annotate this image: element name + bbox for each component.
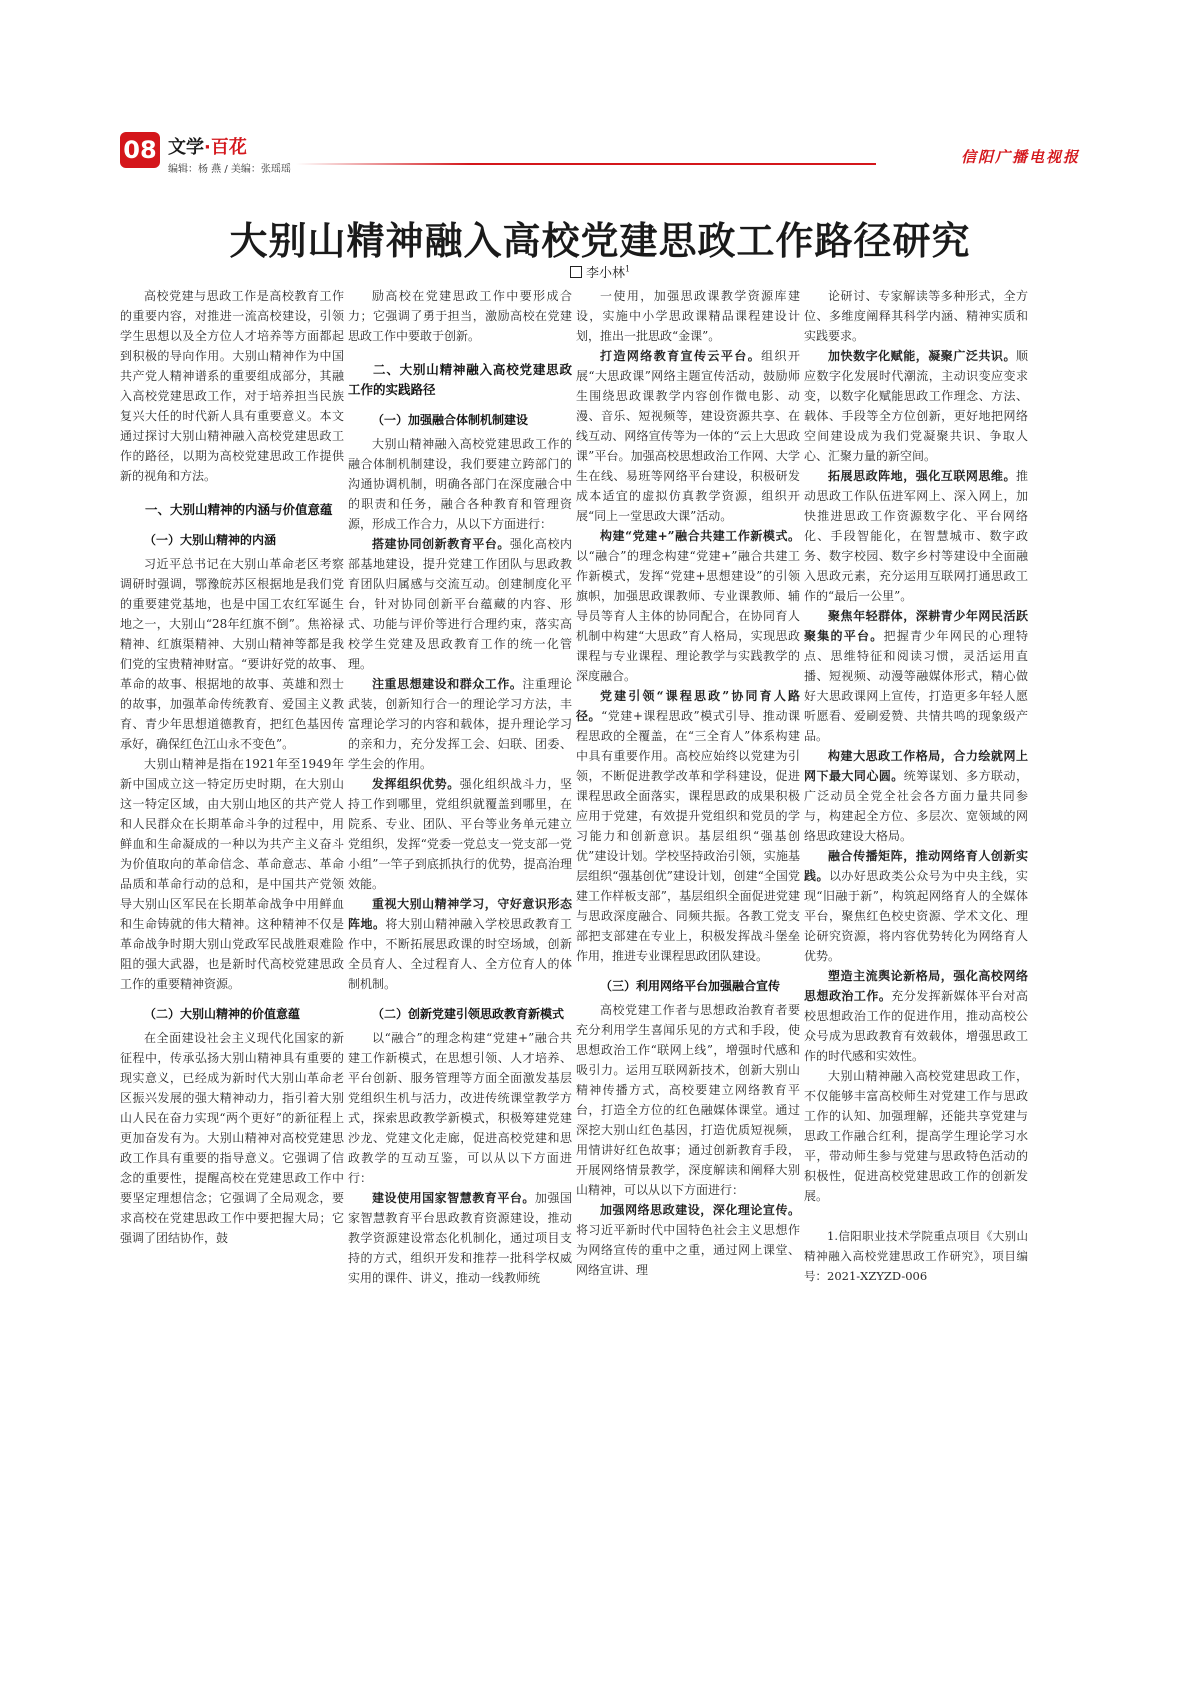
paragraph-body: 强化高校内部基地建设，提升党建工作团队与思政教育团队归属感与交流互动。创建制度化平台，针对协同创新平台蕴藏的内容、形式、功能与评价等进行合理约束，落实高校学生党建及思政教育工作的统一化管理。	[348, 537, 572, 671]
paragraph	[804, 846, 1028, 966]
column-3	[576, 286, 800, 1621]
byline	[120, 262, 1080, 281]
paragraph: 大别山精神融入高校党建思政工作的融合体制机制建设，我们要建立跨部门的沟通协调机制，明确各部门在深度融合中的职责和任务，融合各种教育和管理资源，形成工作合力，从以下方面进行：	[348, 437, 572, 531]
paragraph-body: 充分发挥新媒体平台对高校思想政治工作的促进作用，推动高校公众号成为思政教育有效载体，增强思政工作的时代感和实效性。	[804, 989, 1028, 1063]
footnote-text: 1.信阳职业技术学院重点项目《大别山精神融入高校党建思政工作研究》，项目编号：2021-XZYZD-006	[804, 1229, 1028, 1283]
paragraph-body: 顺应数字化发展时代潮流，主动识变应变求变，以数字化赋能思政工作理念、方法、载体、手段等全方位创新，更好地把网络空间建设成为我们党凝聚共识、争取人心、汇聚力量的新空间。	[804, 349, 1028, 463]
paragraph-body: 以办好思政类公众号为中央主线，实现“旧融于新”，构筑起网络育人的全媒体平台，聚焦红色校史资源、学术文化、理论研究资源，将内容优势转化为网络育人优势。	[804, 869, 1028, 963]
page-number: 08	[120, 132, 160, 168]
section-accent: 百花	[210, 137, 247, 158]
paragraph-lead: 发挥组织优势。	[372, 777, 460, 791]
paragraph	[804, 966, 1028, 1066]
paragraph	[348, 674, 572, 774]
subsection-heading: （二）创新党建引领思政教育新模式	[372, 1007, 565, 1021]
paragraph: 大别山精神融入高校党建思政工作，不仅能够丰富高校师生对党建工作与思政工作的认知、加强理解，还能共享党建与思政工作融合红利，提高学生理论学习水平，带动师生参与党建与思政特色活动的积极性，促进高校党建思政工作的创新发展。	[804, 1069, 1028, 1203]
byline-box-icon	[570, 266, 582, 278]
paragraph	[348, 1188, 572, 1288]
paragraph: 高校党建工作者与思想政治教育者要充分利用学生喜闻乐见的方式和手段，使思想政治工作“联网上线”，增强时代感和吸引力。运用互联网新技术，创新大别山精神传播方式，高校要建立网络教育平台，打造全方位的红色融媒体课堂。通过深挖大别山红色基因，打造优质短视频，用情讲好红色故事；通过创新教育手段，开展网络情景教学，深度解读和阐释大别山精神，可以从以下方面进行：	[576, 1003, 800, 1197]
header-rule	[296, 163, 876, 165]
paragraph: 以“融合”的理念构建“党建+”融合共建工作新模式，在思想引领、人才培养、平台创新、服务管理等方面全面激发基层党组织生机与活力，改进传统课堂教学方式，探索思政教学新模式，积极筹建党建沙龙、党建文化走廊，促进高校党建和思政教学的互动互鉴，可以从以下方面进行：	[348, 1031, 572, 1185]
paragraph-body: 强化组织战斗力，坚持工作到哪里，党组织就覆盖到哪里，在院系、专业、团队、平台等业务单元建立党组织，发挥“党委一党总支一党支部一党小组”一竿子到底抓执行的优势，提高治理效能。	[348, 777, 572, 891]
column-1	[120, 286, 344, 1621]
section-dot: ·	[204, 137, 211, 158]
paragraph	[804, 466, 1028, 606]
paragraph-lead: 塑造主流舆论新格局，强化高校网络思想政治工作。	[804, 969, 1028, 1003]
section-prefix: 文学	[168, 137, 204, 158]
subsection-heading: （三）利用网络平台加强融合宣传	[600, 979, 781, 993]
section-heading: 一、大别山精神的内涵与价值意蕴	[145, 502, 333, 517]
paragraph-lead: 构建“党建+”融合共建工作新模式。	[600, 529, 800, 543]
paragraph-lead: 注重思想建设和群众工作。	[372, 677, 523, 691]
paragraph-lead: 党建引领“课程思政”协同育人路径。	[576, 689, 800, 723]
newspaper-name: 信阳广播电视报	[960, 148, 1080, 166]
paragraph-body: 将习近平新时代中国特色社会主义思想作为网络宣传的重中之重，通过网上课堂、网络宣讲、理	[576, 1223, 800, 1277]
paragraph-body: 组织开展“大思政课”网络主题宣传活动，鼓励师生围绕思政课教学内容创作微电影、动漫、音乐、短视频等，建设资源共享、在线互动、网络宣传等为一体的“云上大思政课”平台。加强高校思想政治工作网、大学生在线、易班等网络平台建设，积极研发成本适宜的虚拟仿真教学资源，组织开展“同上一堂思政大课”活动。	[576, 349, 800, 523]
paragraph	[576, 526, 800, 686]
paragraph-lead: 加强网络思政建设，深化理论宣传。	[600, 1203, 800, 1217]
column-4	[804, 286, 1028, 1621]
paragraph-body: 注重理论武装，创新知行合一的理论学习方法，丰富理论学习的内容和载体，提升理论学习的亲和力，充分发挥工会、妇联、团委、学生会的作用。	[348, 677, 572, 771]
paragraph-lead: 建设使用国家智慧教育平台。	[372, 1191, 535, 1205]
author-name: 李小林	[585, 266, 625, 281]
article-title: 大别山精神融入高校党建思政工作路径研究	[229, 219, 971, 263]
paragraph: 励高校在党建思政工作中要形成合力；它强调了勇于担当，激励高校在党建思政工作中要敢于创新。	[348, 289, 572, 343]
section-heading: 二、大别山精神融入高校党建思政工作的实践路径	[348, 362, 572, 397]
subsection-heading: （二）大别山精神的价值意蕴	[144, 1007, 301, 1021]
paragraph	[576, 346, 800, 526]
paragraph-body: 以“融合”的理念构建“党建+”融合共建工作新模式，发挥“党建+思想建设”的引领旗帜，加强思政课教师、专业课教师、辅导员等育人主体的协同配合，在协同育人机制中构建“大思政”育人格局，实现思政课程与专业课程、理论教学与实践教学的深度融合。	[576, 549, 800, 683]
paragraph	[576, 686, 800, 966]
paragraph-lead: 打造网络教育宣传云平台。	[600, 349, 762, 363]
subsection-heading: （一）加强融合体制机制建设	[372, 413, 529, 427]
footnote	[804, 1226, 1028, 1286]
paragraph: 高校党建与思政工作是高校教育工作的重要内容，对推进一流高校建设，引领学生思想以及全方位人才培养等方面都起到积极的导向作用。大别山精神作为中国共产党人精神谱系的重要组成部分，其融入高校党建思政工作，对于培养担当民族复兴大任的时代新人具有重要意义。本文通过探讨大别山精神融入高校党建思政工作的路径，以期为高校党建思政工作提供新的视角和方法。	[120, 289, 344, 483]
paragraph: 一使用，加强思政课教学资源库建设，实施中小学思政课精品课程建设计划，推出一批思政“金课”。	[576, 289, 800, 343]
paragraph: 论研讨、专家解读等多种形式，全方位、多维度阐释其科学内涵、精神实质和实践要求。	[804, 289, 1028, 343]
paragraph	[348, 894, 572, 994]
paragraph	[804, 346, 1028, 466]
paragraph-lead: 重视大别山精神学习，守好意识形态阵地。	[348, 897, 572, 931]
paragraph-body: 加强国家智慧教育平台思政教育资源建设，推动教学资源建设常态化机制化，通过项目支持的方式，组织开发和推荐一批科学权威实用的课件、讲义，推动一线教师统	[348, 1191, 572, 1285]
paragraph-body: 把握青少年网民的心理特点、思维特征和阅读习惯，灵活运用直播、短视频、动漫等融媒体形式，精心做好大思政课网上宣传，打造更多年轻人愿听愿看、爱刷爱赞、共情共鸣的现象级产品。	[804, 629, 1028, 743]
editor-credits: 编辑：杨 燕 / 美编：张瑶瑶	[168, 164, 291, 175]
paragraph-body: 统筹谋划、多方联动，广泛动员全党全社会各方面力量共同参与，构建起全方位、多层次、宽领域的网络思政建设大格局。	[804, 769, 1028, 843]
paragraph	[804, 606, 1028, 746]
subsection-heading: （一）大别山精神的内涵	[144, 533, 277, 547]
paragraph-lead: 构建大思政工作格局，合力绘就网上网下最大同心圆。	[804, 749, 1028, 783]
section-title	[168, 133, 247, 159]
paragraph-lead: 加快数字化赋能，凝聚广泛共识。	[828, 349, 1016, 363]
paragraph	[804, 746, 1028, 846]
paragraph-body: 将大别山精神融入学校思政教育工作中，不断拓展思政课的时空场域，创新全员育人、全过程育人、全方位育人的体制机制。	[348, 917, 572, 991]
paragraph-lead: 融合传播矩阵，推动网络育人创新实践。	[804, 849, 1028, 883]
column-2	[348, 286, 572, 1621]
paragraph-lead: 拓展思政阵地，强化互联网思维。	[828, 469, 1016, 483]
paragraph: 在全面建设社会主义现代化国家的新征程中，传承弘扬大别山精神具有重要的现实意义，已经成为新时代大别山革命老区振兴发展的强大精神动力，指引着大别山人民在奋力实现“两个更好”的新征程上更加奋发有为。大别山精神对高校党建思政工作具有重要的指导意义。它强调了信念的重要性，提醒高校在党建思政工作中要坚定理想信念；它强调了全局观念，要求高校在党建思政工作中要把握大局；它强调了团结协作，鼓	[120, 1031, 344, 1245]
paragraph-body: “党建+课程思政”模式引导、推动课程思政的全覆盖，在“三全育人”体系构建中具有重要作用。高校应始终以党建为引领，不断促进教学改革和学科建设，促进课程思政全面落实，课程思政的成果积极应用于党建，有效提升党组织和党员的学习能力和创新意识。基层组织“强基创优”建设计划。学校坚持政治引领，实施基层组织“强基创优”建设计划，创建“全国党建工作样板支部”，基层组织全面促进党建与思政深度融合、同频共振。各教工党支部把支部建在专业上，积极发挥战斗堡垒作用，推进专业课程思政团队建设。	[576, 709, 800, 963]
paragraph: 习近平总书记在大别山革命老区考察调研时强调，鄂豫皖苏区根据地是我们党的重要建党基地，也是中国工农红军诞生地之一，大别山“28年红旗不倒”。焦裕禄精神、红旗渠精神、大别山精神等都是我们党的宝贵精神财富。“要讲好党的故事、革命的故事、根据地的故事、英雄和烈士的故事，加强革命传统教育、爱国主义教育、青少年思想道德教育，把红色基因传承好，确保红色江山永不变色”。	[120, 557, 344, 751]
paragraph-lead: 聚焦年轻群体，深耕青少年网民活跃聚集的平台。	[804, 609, 1028, 643]
paragraph	[348, 534, 572, 674]
paragraph: 大别山精神是指在1921年至1949年新中国成立这一特定历史时期，在大别山这一特定区域，由大别山地区的共产党人和人民群众在长期革命斗争的过程中，用鲜血和生命凝成的一种以为共产主义奋斗为价值取向的革命信念、革命意志、革命品质和革命行动的总和，是中国共产党领导大别山区军民在长期革命战争中用鲜血和生命铸就的伟大精神。这种精神不仅是革命战争时期大别山党政军民战胜艰难险阻的强大武器，也是新时代高校党建思政工作的重要精神资源。	[120, 757, 344, 991]
author-note-mark: 1	[624, 264, 631, 274]
paragraph-body: 推动思政工作队伍进军网上、深入网上，加快推进思政工作资源数字化、平台网络化、手段智能化，在智慧城市、数字政务、数字校园、数字乡村等建设中全面融入思政元素，充分运用互联网打通思政工作的“最后一公里”。	[804, 469, 1028, 603]
paragraph	[576, 1200, 800, 1280]
paragraph	[348, 774, 572, 894]
paragraph-lead: 搭建协同创新教育平台。	[372, 537, 510, 551]
